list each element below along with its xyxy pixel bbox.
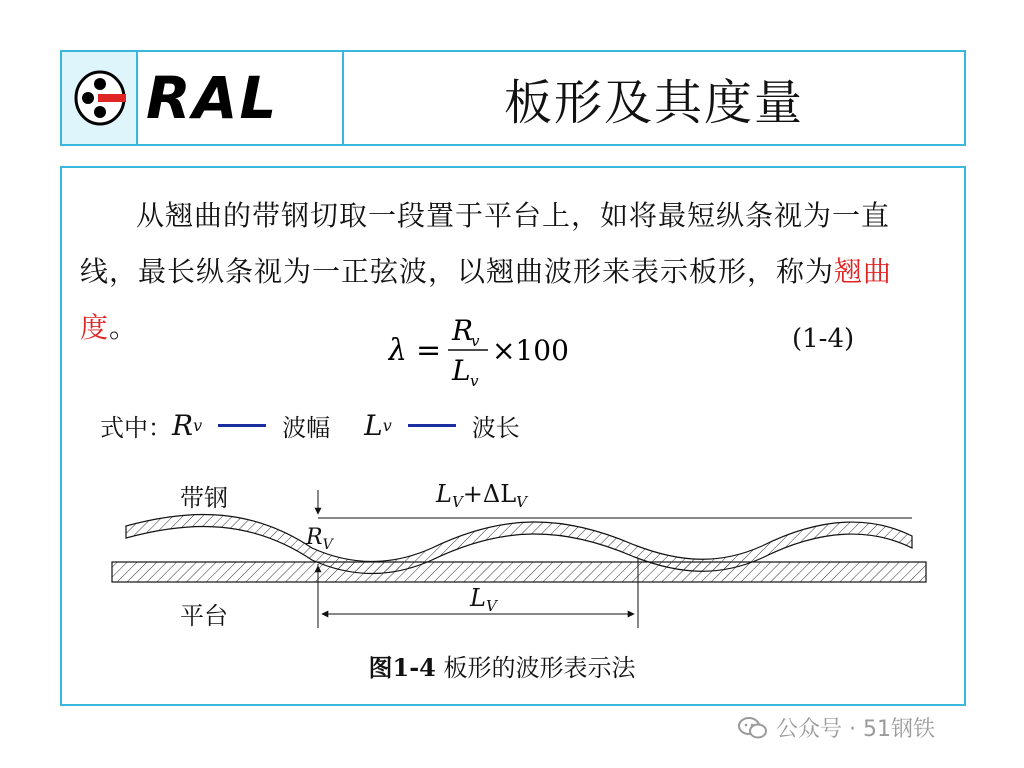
eq-denominator: L <box>452 354 471 387</box>
strip-label: 带钢 <box>180 484 228 512</box>
legend-sym-1-sub: v <box>193 416 203 435</box>
figure-caption <box>62 648 942 683</box>
legend-dash-2 <box>408 424 456 427</box>
symbol-legend <box>100 408 520 443</box>
bottom-dim-label: $L_V$ <box>470 584 497 615</box>
legend-sym-2: L <box>364 409 383 442</box>
ral-emblem-icon <box>74 70 126 126</box>
highlight-term: 翘曲度 <box>80 255 893 344</box>
amp-label: $R_V$ <box>306 525 333 553</box>
platform-label: 平台 <box>180 602 228 630</box>
content-panel <box>60 166 966 706</box>
wave-diagram <box>102 478 932 638</box>
equation <box>388 310 648 390</box>
page-title: 板形及其度量 <box>503 74 804 131</box>
platform-plate <box>112 562 926 582</box>
eq-times: ×100 <box>492 334 569 367</box>
eq-equals: = <box>416 333 442 368</box>
logo-text: RAL <box>146 64 279 132</box>
legend-label-1: 波幅 <box>282 414 331 442</box>
legend-sym-1: R <box>172 409 194 442</box>
legend-sym-2-sub: v <box>382 416 392 435</box>
eq-denominator-sub: v <box>470 372 479 390</box>
legend-prefix: 式中： <box>100 414 172 442</box>
eq-numerator: R <box>452 314 474 347</box>
equation-number: (1-4) <box>792 324 855 354</box>
eq-lambda: λ <box>388 333 408 368</box>
caption-text: 板形的波形表示法 <box>435 654 636 682</box>
paragraph-text: 从翘曲的带钢切取一段置于平台上，如将最短纵条视为一直线，最长纵条视为一正弦波，以翘曲波形来表示板形，称为 <box>80 199 891 288</box>
caption-number: 图1-4 <box>368 653 436 682</box>
logo-text-box <box>138 52 344 144</box>
legend-dash-1 <box>218 424 266 427</box>
legend-label-2: 波长 <box>471 414 520 442</box>
logo-emblem <box>62 52 138 144</box>
watermark-text: 公众号 · 51钢铁 <box>776 717 935 742</box>
wechat-icon <box>738 716 768 740</box>
top-dim-label: $L_V+\Delta L_V$ <box>436 480 528 511</box>
eq-numerator-sub: v <box>471 332 480 350</box>
watermark <box>738 712 935 743</box>
header-bar <box>60 50 966 146</box>
paragraph-end: 。 <box>109 311 139 344</box>
